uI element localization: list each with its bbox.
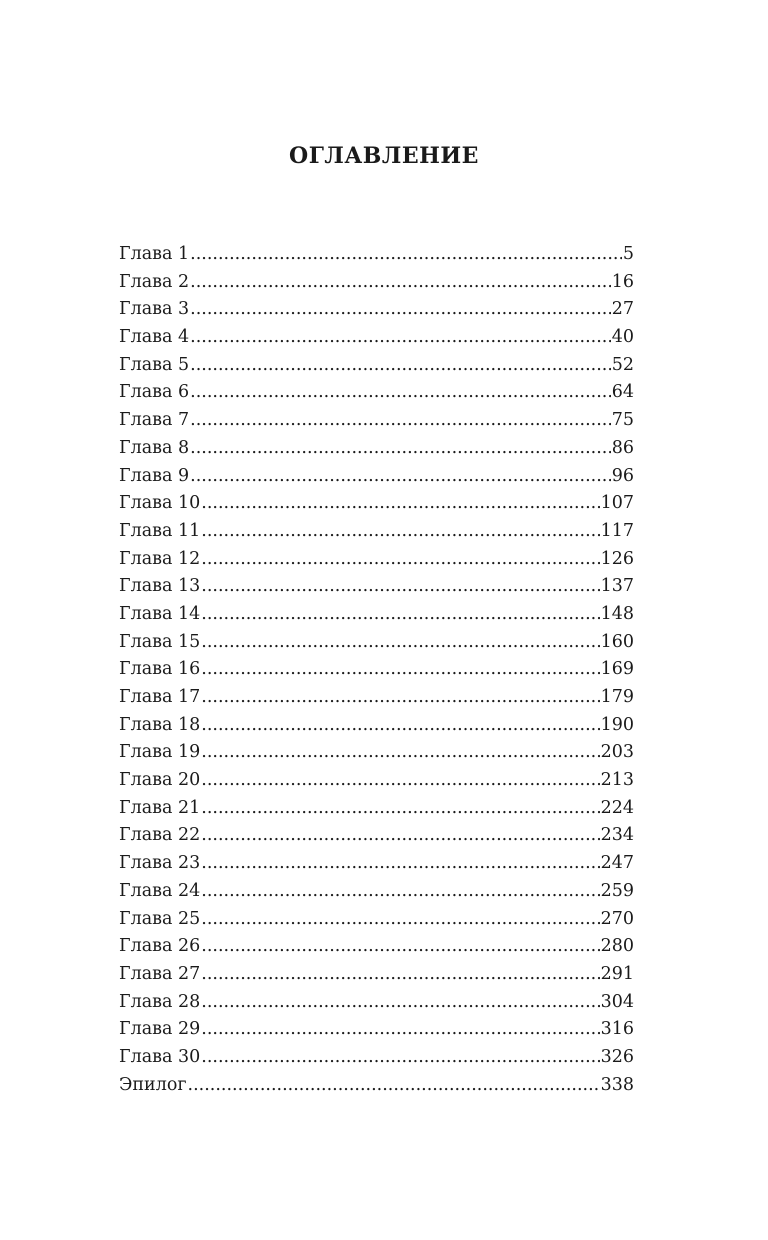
toc-entry xyxy=(119,656,634,684)
toc-entry-page-number: 52 xyxy=(611,354,634,375)
toc-entry xyxy=(119,961,634,989)
toc-entry-label: Глава 16 xyxy=(119,659,201,680)
toc-dot-leader xyxy=(201,518,599,546)
toc-entry-page-number: 224 xyxy=(600,797,634,818)
toc-dot-leader xyxy=(201,906,599,934)
toc-entry-label: Глава 19 xyxy=(119,742,201,763)
toc-entry-label: Глава 14 xyxy=(119,603,201,624)
toc-entry-page-number: 179 xyxy=(600,687,634,707)
toc-entry-label: Глава 18 xyxy=(119,714,201,735)
toc-dot-leader xyxy=(190,463,611,491)
toc-entry-page-number: 126 xyxy=(600,548,634,569)
toc-entry-page-number: 304 xyxy=(600,991,634,1012)
toc-entry-page-number: 40 xyxy=(611,327,634,348)
toc-dot-leader xyxy=(190,435,611,463)
toc-dot-leader xyxy=(190,324,611,352)
toc-entry xyxy=(119,490,634,518)
toc-entry-label: Глава 11 xyxy=(119,520,201,541)
toc-entry-page-number: 326 xyxy=(600,1046,634,1067)
toc-entry-label: Глава 27 xyxy=(119,963,201,984)
toc-entry xyxy=(119,269,634,297)
toc-entry xyxy=(119,933,634,961)
toc-entry-label: Глава 20 xyxy=(119,770,201,791)
toc-entry-label: Глава 3 xyxy=(119,299,190,320)
toc-dot-leader xyxy=(190,407,611,435)
toc-entry xyxy=(119,379,634,407)
toc-entry-label: Глава 1 xyxy=(119,244,190,264)
toc-entry xyxy=(119,573,634,601)
toc-entry-page-number: 203 xyxy=(600,742,634,763)
toc-entry-page-number: 270 xyxy=(600,908,634,929)
toc-entry-page-number: 247 xyxy=(600,853,634,874)
toc-entry-label: Глава 28 xyxy=(119,991,201,1012)
toc-entry-label: Глава 2 xyxy=(119,271,190,292)
toc-dot-leader xyxy=(190,379,611,407)
toc-entry-label: Глава 30 xyxy=(119,1046,201,1067)
toc-entry-label: Глава 8 xyxy=(119,437,190,458)
toc-dot-leader xyxy=(201,822,599,850)
toc-entry-page-number: 64 xyxy=(611,382,634,403)
toc-entry xyxy=(119,850,634,878)
toc-title: ОГЛАВЛЕНИЕ xyxy=(289,143,479,169)
toc-entry xyxy=(119,629,634,657)
toc-entry-label: Глава 25 xyxy=(119,908,201,929)
toc-dot-leader xyxy=(201,684,599,712)
toc-entry-label: Глава 5 xyxy=(119,354,190,375)
toc-entry xyxy=(119,739,634,767)
toc-entry xyxy=(119,324,634,352)
toc-entry-page-number: 117 xyxy=(600,520,634,541)
toc-dot-leader xyxy=(190,352,611,380)
toc-entry xyxy=(119,1044,634,1072)
toc-entry xyxy=(119,241,634,269)
toc-entry-page-number: 96 xyxy=(611,465,634,486)
toc-dot-leader xyxy=(201,739,599,767)
toc-dot-leader xyxy=(190,241,622,269)
toc-entry-label: Глава 4 xyxy=(119,327,190,348)
toc-dot-leader xyxy=(201,656,599,684)
toc-dot-leader xyxy=(201,712,599,740)
toc-entry xyxy=(119,1072,634,1100)
toc-dot-leader xyxy=(201,629,599,657)
toc-entry-label: Глава 7 xyxy=(119,410,190,431)
toc-entry-page-number: 316 xyxy=(600,1019,634,1040)
toc-entry xyxy=(119,989,634,1017)
toc-entry-label: Глава 12 xyxy=(119,548,201,569)
toc-entry-page-number: 259 xyxy=(600,880,634,901)
toc-entry-label: Эпилог xyxy=(119,1074,187,1095)
toc-dot-leader xyxy=(190,269,611,297)
toc-entry xyxy=(119,767,634,795)
toc-entry-page-number: 107 xyxy=(600,493,634,514)
toc-entry-page-number: 75 xyxy=(611,410,634,431)
toc-entry xyxy=(119,906,634,934)
toc-entry-label: Глава 29 xyxy=(119,1019,201,1040)
toc-dot-leader xyxy=(201,1016,599,1044)
toc-entry-page-number: 291 xyxy=(600,963,634,984)
toc-entry-page-number: 234 xyxy=(600,825,634,846)
toc-entry-label: Глава 13 xyxy=(119,576,201,597)
toc-dot-leader xyxy=(201,767,599,795)
toc-dot-leader xyxy=(201,1044,599,1072)
toc-entry-page-number: 137 xyxy=(600,576,634,597)
toc-entry-label: Глава 9 xyxy=(119,465,190,486)
toc-entry-page-number: 86 xyxy=(611,437,634,458)
toc-list xyxy=(119,241,634,1099)
toc-entry xyxy=(119,463,634,491)
toc-dot-leader xyxy=(201,573,599,601)
toc-dot-leader xyxy=(201,546,599,574)
toc-entry-page-number: 27 xyxy=(611,299,634,320)
toc-entry xyxy=(119,407,634,435)
toc-entry xyxy=(119,712,634,740)
toc-entry xyxy=(119,296,634,324)
toc-dot-leader xyxy=(201,601,599,629)
toc-entry-label: Глава 15 xyxy=(119,631,201,652)
toc-dot-leader xyxy=(201,878,599,906)
toc-dot-leader xyxy=(201,850,599,878)
toc-entry xyxy=(119,795,634,823)
toc-dot-leader xyxy=(201,795,599,823)
toc-entry-page-number: 16 xyxy=(611,271,634,292)
toc-entry-page-number: 280 xyxy=(600,936,634,957)
toc-entry-label: Глава 6 xyxy=(119,382,190,403)
toc-entry xyxy=(119,352,634,380)
toc-entry-page-number: 190 xyxy=(600,714,634,735)
toc-dot-leader xyxy=(188,1072,600,1100)
toc-entry-label: Глава 10 xyxy=(119,493,201,514)
toc-entry-page-number: 160 xyxy=(600,631,634,652)
toc-entry-label: Глава 17 xyxy=(119,687,201,707)
toc-entry xyxy=(119,878,634,906)
toc-entry-page-number: 213 xyxy=(600,770,634,791)
toc-entry xyxy=(119,1016,634,1044)
toc-dot-leader xyxy=(201,933,599,961)
toc-entry xyxy=(119,546,634,574)
toc-entry xyxy=(119,518,634,546)
toc-entry xyxy=(119,435,634,463)
toc-entry xyxy=(119,822,634,850)
toc-entry-page-number: 5 xyxy=(622,244,634,264)
toc-entry-label: Глава 24 xyxy=(119,880,201,901)
toc-entry-label: Глава 26 xyxy=(119,936,201,957)
toc-entry xyxy=(119,684,634,712)
toc-dot-leader xyxy=(201,490,599,518)
toc-dot-leader xyxy=(201,989,599,1017)
toc-entry-label: Глава 22 xyxy=(119,825,201,846)
toc-dot-leader xyxy=(201,961,599,989)
toc-entry-label: Глава 21 xyxy=(119,797,201,818)
toc-entry-page-number: 169 xyxy=(600,659,634,680)
toc-entry-label: Глава 23 xyxy=(119,853,201,874)
toc-dot-leader xyxy=(190,296,611,324)
toc-entry xyxy=(119,601,634,629)
toc-entry-page-number: 148 xyxy=(600,603,634,624)
toc-entry-page-number: 338 xyxy=(600,1074,634,1095)
